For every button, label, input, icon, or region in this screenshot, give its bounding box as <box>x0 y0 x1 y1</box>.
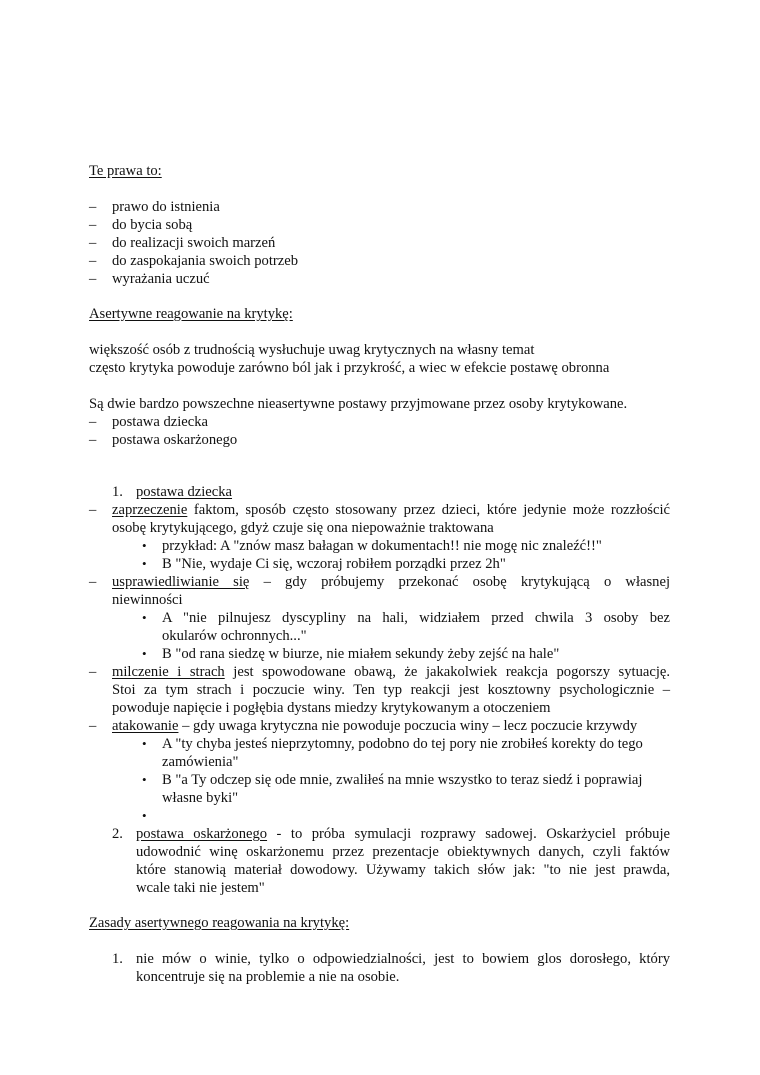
rules-heading: Zasady asertywnego reagowania na krytykę: <box>89 915 350 931</box>
dash-marker: – <box>89 271 97 287</box>
term-attack: atakowanie <box>112 718 179 734</box>
list-number: 2. <box>112 826 123 842</box>
dash-marker: – <box>89 253 97 269</box>
bullet-marker: • <box>142 556 147 571</box>
paragraph-line: powoduje napięcie i pogłębia dystans miedzy krytykowanym a otoczeniem <box>112 700 551 716</box>
bullet-marker: • <box>142 646 147 661</box>
example-line: A "ty chyba jesteś nieprzytomny, podobno do tej pory nie zrobiłeś korekty do tego <box>162 736 643 752</box>
paragraph-text: – gdy próbujemy przekonać osobę krytykującą o własnej <box>249 574 670 590</box>
criticism-heading: Asertywne reagowanie na krytykę: <box>89 306 293 322</box>
paragraph-line <box>112 573 670 591</box>
dash-marker: – <box>89 502 97 518</box>
bullet-marker: • <box>142 808 147 823</box>
list-item: do realizacji swoich marzeń <box>112 235 276 251</box>
bullet-marker: • <box>142 736 147 751</box>
example-line: przykład: A "znów masz bałagan w dokumentach!! nie mogę nic znaleźć!!" <box>162 538 602 554</box>
term-denial: zaprzeczenie <box>112 502 188 518</box>
dash-marker: – <box>89 574 97 590</box>
list-item: postawa dziecka <box>112 414 209 430</box>
paragraph-line: nie mów o winie, tylko o odpowiedzialności, jest to bowiem glos dorosłego, który <box>136 951 670 967</box>
dash-marker: – <box>89 235 97 251</box>
term-silence: milczenie i strach <box>112 664 225 680</box>
paragraph-line: Stoi za tym strach i poczucie winy. Ten typ reakcji jest kosztowny psychologicznie – <box>112 682 670 698</box>
example-line: zamówienia" <box>162 754 239 770</box>
dash-marker: – <box>89 718 97 734</box>
example-line: B "Nie, wydaje Ci się, wczoraj robiłem porządki przez 2h" <box>162 556 506 572</box>
example-line: A "nie pilnujesz dyscypliny na hali, widziałem przed chwila 3 osoby bez <box>162 610 670 626</box>
list-item: do bycia sobą <box>112 217 193 233</box>
bullet-marker: • <box>142 772 147 787</box>
dash-marker: – <box>89 432 97 448</box>
paragraph-line <box>112 501 670 519</box>
paragraph-line: udowodnić winę oskarżonemu przez prezentacje obiektywnych danych, czyli faktów <box>136 844 670 860</box>
paragraph-line <box>112 663 670 681</box>
paragraph-text: faktom, sposób często stosowany przez dzieci, które jedynie może rozzłościć <box>187 502 670 518</box>
list-item: do zaspokajania swoich potrzeb <box>112 253 299 269</box>
list-number: 1. <box>112 951 123 967</box>
paragraph-line: koncentruje się na problemie a nie na osobie. <box>136 969 400 985</box>
dash-marker: – <box>89 199 97 215</box>
paragraph-line <box>136 825 670 843</box>
term-justification: usprawiedliwianie się <box>112 574 250 590</box>
term-accused: postawa oskarżonego <box>136 826 268 842</box>
bullet-marker: • <box>142 538 147 553</box>
paragraph-line: często krytyka powoduje zarówno ból jak i przykrość, a wiec w efekcie postawę obronna <box>89 360 610 376</box>
example-line: okularów ochronnych..." <box>162 628 307 644</box>
paragraph-line: osobę krytykującego, gdyż czuje się ona niepoważnie traktowana <box>112 520 494 536</box>
paragraph-text: jest spowodowane obawą, że jakakolwiek reakcja pogorszy sytuację. <box>224 664 671 680</box>
list-number: 1. <box>112 484 123 500</box>
rights-heading: Te prawa to: <box>89 163 162 179</box>
paragraph-line: które stanowią materiał dowodowy. Używamy takich słów jak: "to nie jest prawda, <box>136 862 670 878</box>
dash-marker: – <box>89 664 97 680</box>
example-line: B "od rana siedzę w biurze, nie miałem sekundy żeby zejść na hale" <box>162 646 560 662</box>
example-line: własne byki" <box>162 790 239 806</box>
paragraph-line <box>112 717 637 735</box>
dash-marker: – <box>89 414 97 430</box>
example-line: B "a Ty odczep się ode mnie, zwaliłeś na mnie wszystko to teraz siedź i poprawiaj <box>162 772 643 788</box>
list-item: postawa oskarżonego <box>112 432 238 448</box>
paragraph-line: wcale taki nie jestem" <box>136 880 265 896</box>
paragraph-line: niewinności <box>112 592 183 608</box>
paragraph-line: Są dwie bardzo powszechne nieasertywne postawy przyjmowane przez osoby krytykowane. <box>89 396 628 412</box>
child-posture-title: postawa dziecka <box>136 484 233 500</box>
list-item: prawo do istnienia <box>112 199 220 215</box>
paragraph-text: - to próba symulacji rozprawy sadowej. Oskarżyciel próbuje <box>267 826 670 842</box>
dash-marker: – <box>89 217 97 233</box>
paragraph-line: większość osób z trudnością wysłuchuje uwag krytycznych na własny temat <box>89 342 535 358</box>
paragraph-text: – gdy uwaga krytyczna nie powoduje poczucia winy – lecz poczucie krzywdy <box>178 718 638 734</box>
list-item: wyrażania uczuć <box>112 271 210 287</box>
bullet-marker: • <box>142 610 147 625</box>
